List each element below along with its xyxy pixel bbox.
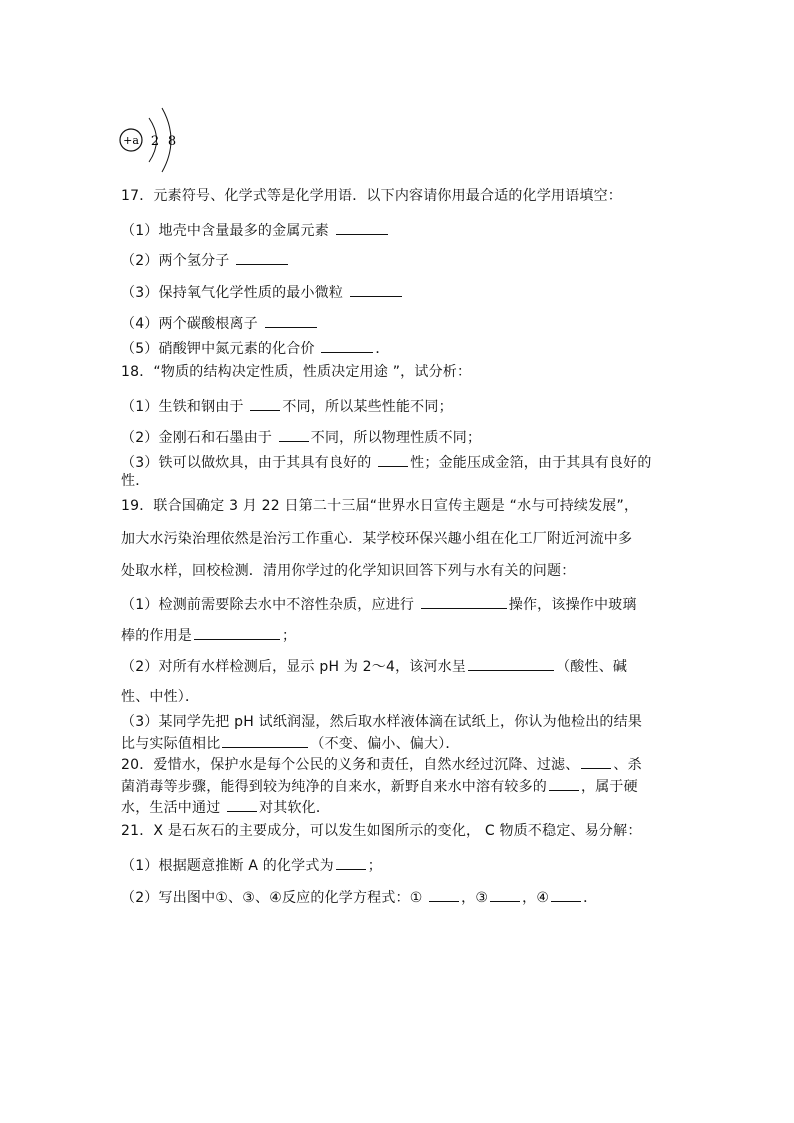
answer-blank[interactable] <box>490 887 520 902</box>
q19-part-1: （1）检测前需要除去水中不溶性杂质，应进行 操作，该操作中玻璃 <box>121 594 637 614</box>
q18-part-3: （3）铁可以做炊具，由于其具有良好的 性；金能压成金箔，由于其具有良好的 <box>121 452 652 472</box>
q19-part-1-cont: 棒的作用是 ； <box>121 625 296 645</box>
q18-part-2: （2）金刚石和石墨由于 不同，所以物理性质不同； <box>121 427 481 447</box>
q19-part-2-cont: 性、中性）． <box>121 689 200 705</box>
q19-part-3: （3）某同学先把 pH 试纸润湿，然后取水样液体滴在试纸上，你认为他检出的结果 <box>121 714 643 730</box>
answer-blank[interactable] <box>378 452 408 467</box>
answer-blank[interactable] <box>549 776 579 791</box>
q19-stem-line-3: 处取水样，回校检测．清用你学过的化学知识回答下列与水有关的问题： <box>121 563 576 579</box>
answer-blank[interactable] <box>227 797 257 812</box>
answer-blank[interactable] <box>581 754 611 769</box>
q19-part-2: （2）对所有水样检测后，显示 pH 为 2～4，该河水呈 （酸性、碱 <box>121 656 627 676</box>
q20-line-2: 菌消毒等步骤，能得到较为纯净的自来水，新野自来水中溶有较多的 ，属于硬 <box>121 776 638 796</box>
q19-stem-line-1: 19．联合国确定 3 月 22 日第二十三届“世界水日宣传主题是 “水与可持续发展”， <box>121 498 639 514</box>
answer-blank[interactable] <box>429 887 459 902</box>
q17-part-2: （2）两个氢分子 <box>121 250 290 270</box>
answer-blank[interactable] <box>336 220 388 235</box>
answer-blank[interactable] <box>236 250 288 265</box>
q17-part-1: （1）地壳中含量最多的金属元素 <box>121 220 390 240</box>
q21-part-1: （1）根据题意推断 A 的化学式为 ； <box>121 855 382 875</box>
q18-part-3-cont: 性． <box>121 473 150 489</box>
q19-stem-line-2: 加大水污染治理依然是治污工作重心．某学校环保兴趣小组在化工厂附近河流中多 <box>121 531 633 547</box>
answer-blank[interactable] <box>551 887 581 902</box>
q20-line-3: 水，生活中通过 对其软化． <box>121 797 330 817</box>
answer-blank[interactable] <box>250 396 280 411</box>
answer-blank[interactable] <box>222 733 308 748</box>
q18-stem: 18．“物质的结构决定性质，性质决定用途 ”，试分析： <box>121 364 472 380</box>
q21-part-2: （2）写出图中①、③、④反应的化学方程式：① ，③ ，④ ． <box>121 887 597 907</box>
shell-2-electrons: 8 <box>167 134 177 149</box>
q21-stem: 21．X 是石灰石的主要成分，可以发生如图所示的变化， C 物质不稳定、易分解： <box>121 823 642 839</box>
q17-stem: 17．元素符号、化学式等是化学用语．以下内容请你用最合适的化学用语填空： <box>121 188 623 204</box>
q19-part-3-cont: 比与实际值相比 （不变、偏小、偏大）． <box>121 733 460 753</box>
answer-blank[interactable] <box>336 855 366 870</box>
q17-part-5: （5）硝酸钾中氮元素的化合价 ． <box>121 338 390 358</box>
q17-part-3: （3）保持氧气化学性质的最小微粒 <box>121 282 404 302</box>
answer-blank[interactable] <box>194 625 280 640</box>
q17-part-4: （4）两个碳酸根离子 <box>121 313 319 333</box>
q18-part-1: （1）生铁和钢由于 不同，所以某些性能不同； <box>121 396 453 416</box>
answer-blank[interactable] <box>350 282 402 297</box>
nucleus-label: +a <box>123 134 139 147</box>
answer-blank[interactable] <box>321 338 373 353</box>
answer-blank[interactable] <box>265 313 317 328</box>
shell-1-electrons: 2 <box>150 134 160 149</box>
answer-blank[interactable] <box>279 427 309 442</box>
answer-blank[interactable] <box>421 594 507 609</box>
q20-line-1: 20．爱惜水，保护水是每个公民的义务和责任，自然水经过沉降、过滤、 、杀 <box>121 754 642 774</box>
atom-structure-diagram <box>110 102 190 174</box>
answer-blank[interactable] <box>468 656 554 671</box>
